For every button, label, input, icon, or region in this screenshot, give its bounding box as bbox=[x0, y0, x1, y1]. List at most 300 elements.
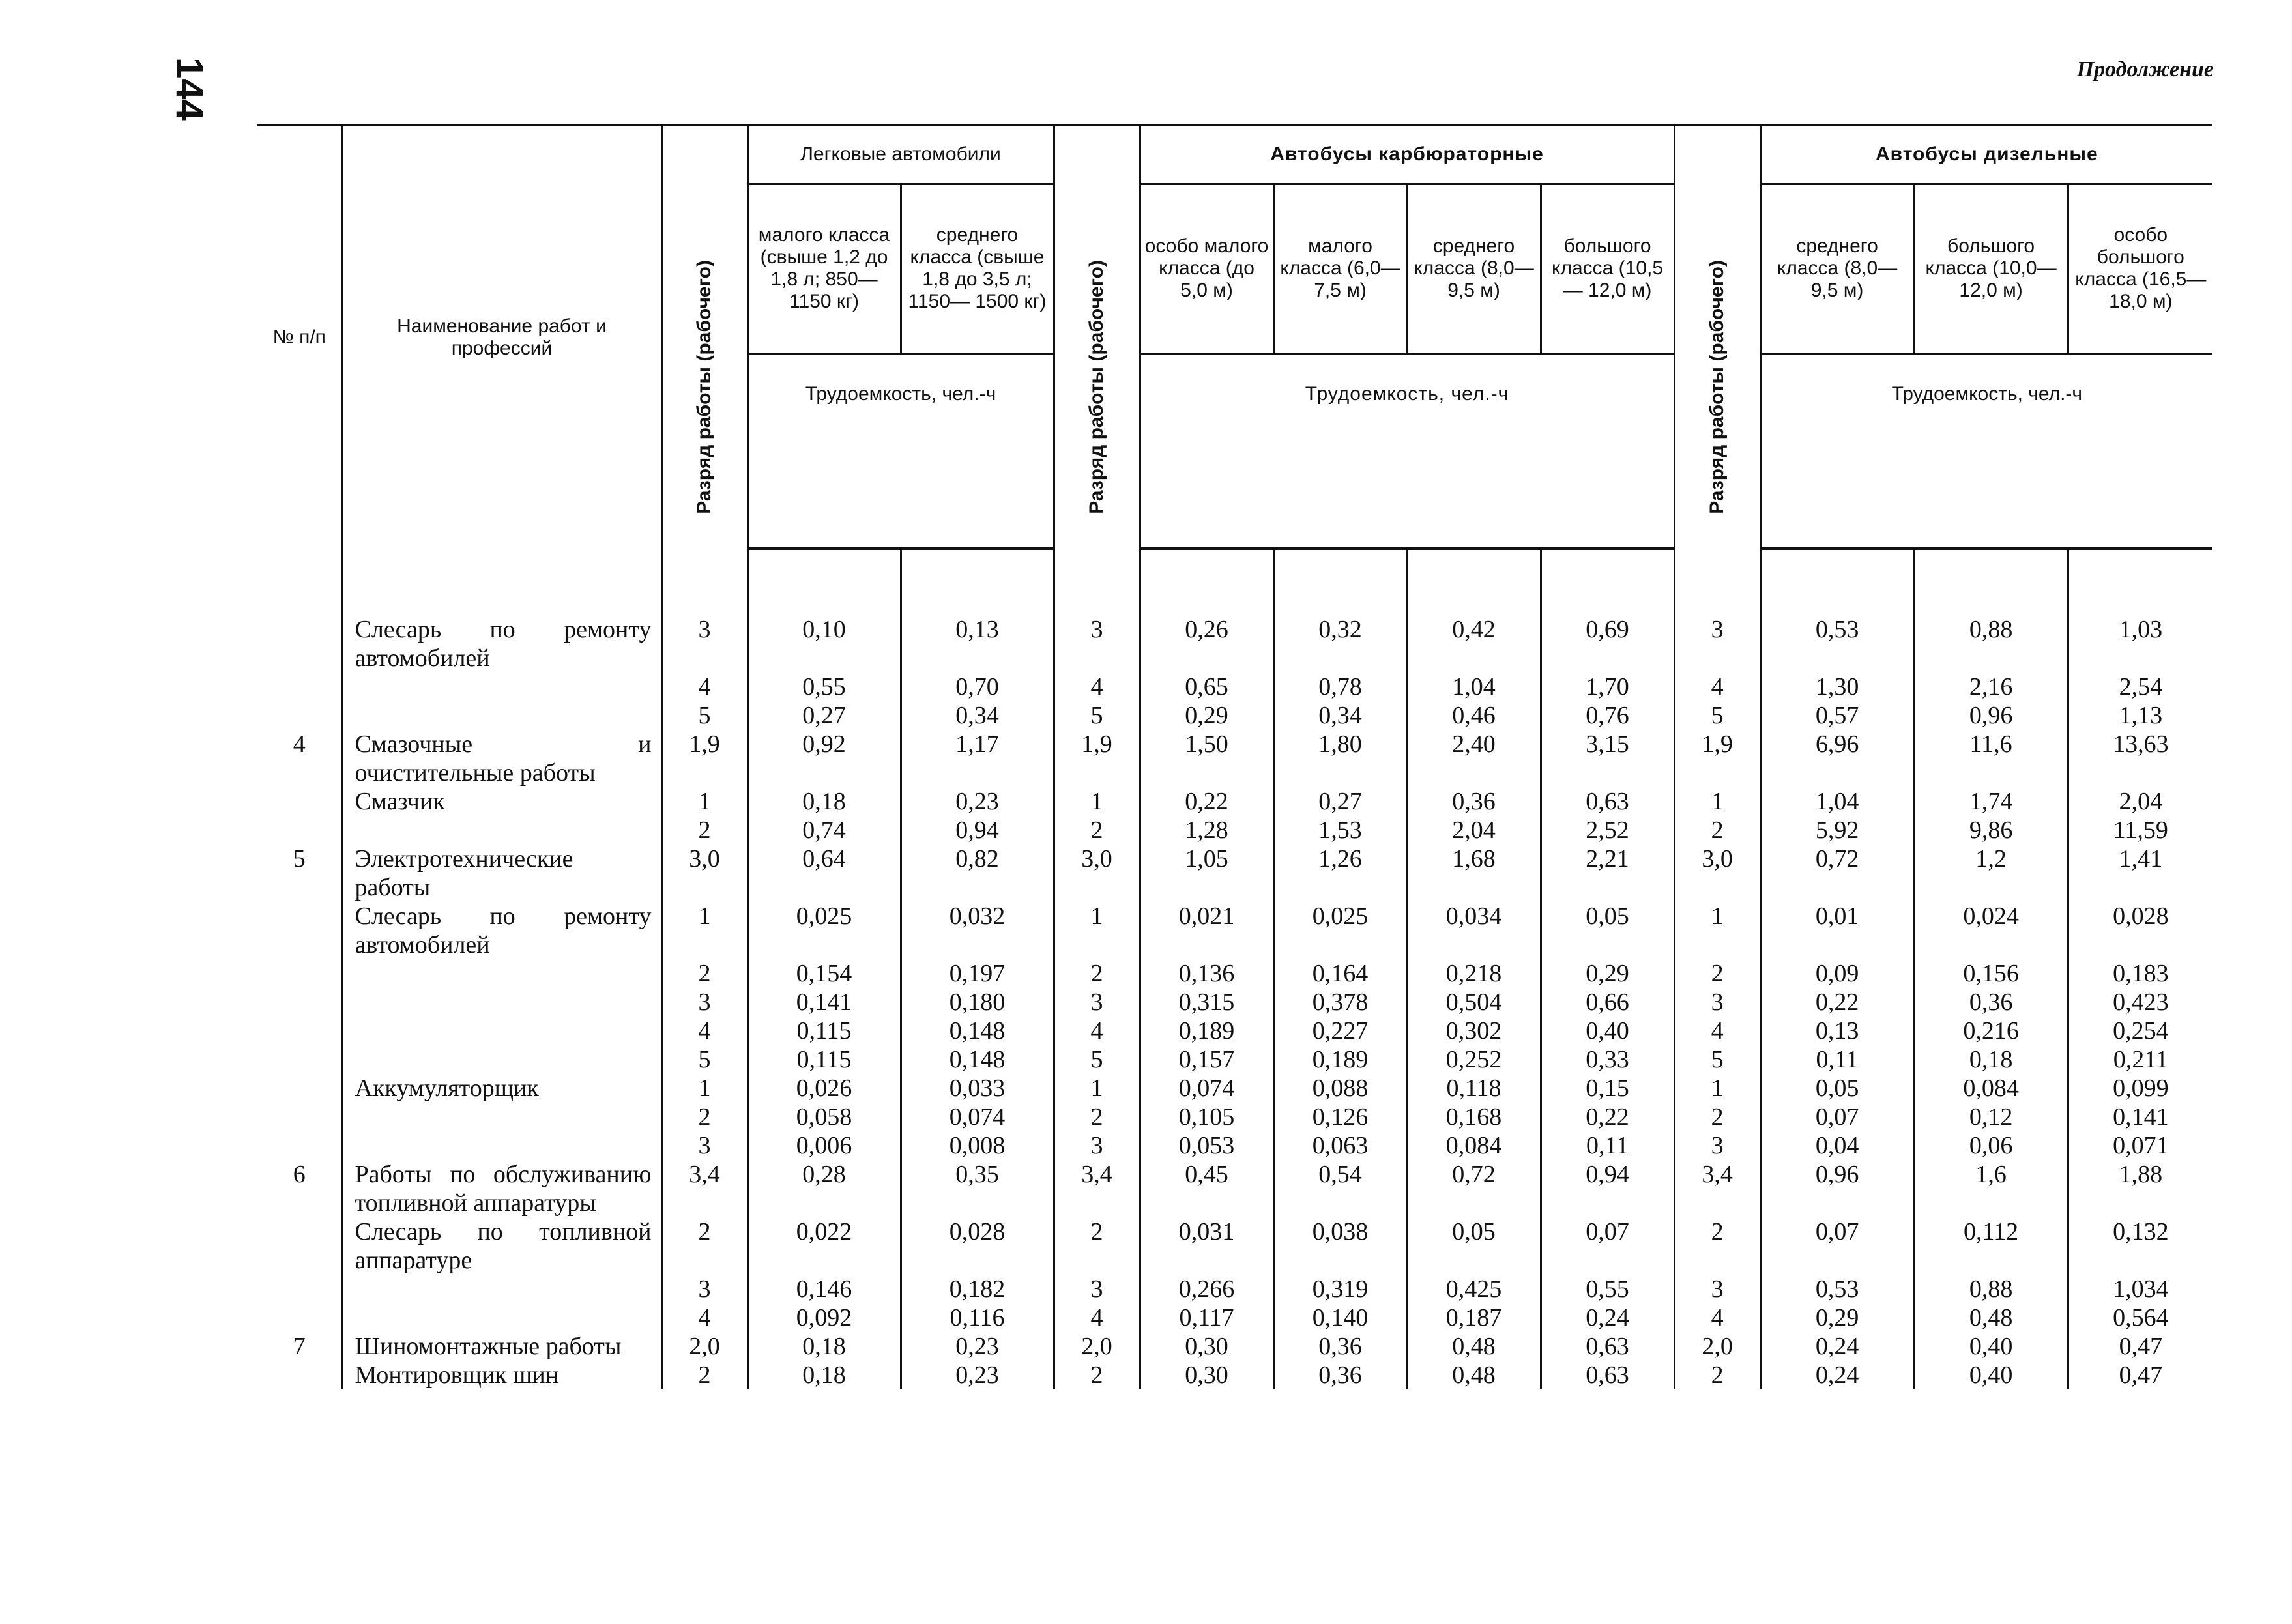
header-group-diesel: Автобусы дизельные bbox=[1760, 125, 2212, 184]
table-row bbox=[257, 1303, 2212, 1332]
cell-c7: 0,57 bbox=[1760, 701, 1914, 730]
cell-r1: 3 bbox=[661, 615, 747, 673]
cell-c8: 0,48 bbox=[1914, 1303, 2068, 1332]
cell-c8: 0,112 bbox=[1914, 1217, 2068, 1275]
cell-c4: 1,26 bbox=[1273, 845, 1407, 902]
cell-c2: 0,032 bbox=[901, 902, 1054, 959]
table-row bbox=[257, 615, 2212, 673]
cell-c5: 0,252 bbox=[1407, 1045, 1541, 1074]
cell-c8: 0,216 bbox=[1914, 1017, 2068, 1045]
cell-c6: 0,69 bbox=[1541, 615, 1674, 673]
cell-c3: 1,05 bbox=[1140, 845, 1273, 902]
cell-c1: 0,006 bbox=[747, 1131, 901, 1160]
cell-c8: 2,16 bbox=[1914, 673, 2068, 701]
cell-r2: 2 bbox=[1054, 1103, 1140, 1131]
cell-c9: 0,183 bbox=[2068, 959, 2212, 988]
cell-c9: 0,071 bbox=[2068, 1131, 2212, 1160]
cell-r2: 4 bbox=[1054, 673, 1140, 701]
cell-r2: 1,9 bbox=[1054, 730, 1140, 787]
header-rank-carb-text: Разряд работы (рабочего) bbox=[1086, 260, 1108, 514]
table-row bbox=[257, 959, 2212, 988]
table-row bbox=[257, 902, 2212, 959]
cell-c3: 0,26 bbox=[1140, 615, 1273, 673]
cell-c1: 0,025 bbox=[747, 902, 901, 959]
cell-c3: 0,053 bbox=[1140, 1131, 1273, 1160]
cell-c7: 0,96 bbox=[1760, 1160, 1914, 1217]
cell-num bbox=[257, 1017, 342, 1045]
header-unit-diesel: Трудоемкость, чел.-ч bbox=[1760, 353, 2212, 549]
cell-num: 5 bbox=[293, 845, 306, 873]
cell-name bbox=[342, 1017, 661, 1045]
cell-c9: 0,423 bbox=[2068, 988, 2212, 1017]
cell-r2: 3 bbox=[1054, 1275, 1140, 1303]
header-rank-cars-text: Разряд работы (рабочего) bbox=[693, 260, 715, 514]
cell-c8: 0,36 bbox=[1914, 988, 2068, 1017]
cell-c5: 2,40 bbox=[1407, 730, 1541, 787]
cell-c2: 0,23 bbox=[901, 1361, 1054, 1389]
cell-num bbox=[257, 902, 342, 959]
cell-r2: 2 bbox=[1054, 1361, 1140, 1389]
cell-c5: 0,118 bbox=[1407, 1074, 1541, 1103]
cell-c4: 0,36 bbox=[1273, 1361, 1407, 1389]
cell-name: Слесарь по ремонту автомобилей bbox=[342, 902, 661, 959]
cell-c7: 0,11 bbox=[1760, 1045, 1914, 1074]
header-group-carb: Автобусы карбюраторные bbox=[1140, 125, 1674, 184]
cell-c8: 0,18 bbox=[1914, 1045, 2068, 1074]
cell-c8: 0,88 bbox=[1914, 1275, 2068, 1303]
cell-c2: 0,23 bbox=[901, 1332, 1054, 1361]
table-row bbox=[257, 1131, 2212, 1160]
cell-num: 7 bbox=[293, 1333, 306, 1360]
cell-c5: 0,168 bbox=[1407, 1103, 1541, 1131]
cell-name: Электротехнические работы bbox=[342, 845, 661, 902]
cell-c7: 0,07 bbox=[1760, 1217, 1914, 1275]
labor-intensity-table bbox=[257, 124, 2212, 1389]
cell-num bbox=[257, 1103, 342, 1131]
header-rank-diesel-text: Разряд работы (рабочего) bbox=[1706, 260, 1728, 514]
cell-r3: 3 bbox=[1674, 1275, 1760, 1303]
cell-c2: 0,34 bbox=[901, 701, 1054, 730]
cell-c9: 13,63 bbox=[2068, 730, 2212, 787]
cell-c8: 0,88 bbox=[1914, 615, 2068, 673]
cell-c4: 0,54 bbox=[1273, 1160, 1407, 1217]
cell-name: Смазочные и очистительные работы bbox=[342, 730, 661, 787]
cell-c2: 0,180 bbox=[901, 988, 1054, 1017]
cell-r1: 3,4 bbox=[661, 1160, 747, 1217]
cell-c5: 0,36 bbox=[1407, 787, 1541, 816]
cell-c7: 1,04 bbox=[1760, 787, 1914, 816]
cell-c3: 1,50 bbox=[1140, 730, 1273, 787]
cell-r2: 2 bbox=[1054, 959, 1140, 988]
table-row bbox=[257, 1275, 2212, 1303]
cell-c4: 0,063 bbox=[1273, 1131, 1407, 1160]
cell-num bbox=[257, 816, 342, 845]
cell-c4: 0,038 bbox=[1273, 1217, 1407, 1275]
cell-c3: 0,031 bbox=[1140, 1217, 1273, 1275]
cell-c7: 1,30 bbox=[1760, 673, 1914, 701]
cell-c9: 1,13 bbox=[2068, 701, 2212, 730]
cell-name bbox=[342, 1045, 661, 1074]
cell-c3: 1,28 bbox=[1140, 816, 1273, 845]
cell-r2: 4 bbox=[1054, 1017, 1140, 1045]
cell-c9: 2,54 bbox=[2068, 673, 2212, 701]
cell-c1: 0,74 bbox=[747, 816, 901, 845]
cell-c1: 0,10 bbox=[747, 615, 901, 673]
cell-c2: 0,008 bbox=[901, 1131, 1054, 1160]
cell-r2: 1 bbox=[1054, 902, 1140, 959]
header-num: № п/п bbox=[257, 125, 342, 549]
cell-c1: 0,28 bbox=[747, 1160, 901, 1217]
header-name: Наименование работ и профессий bbox=[342, 125, 661, 549]
cell-c4: 0,189 bbox=[1273, 1045, 1407, 1074]
cell-c1: 0,18 bbox=[747, 787, 901, 816]
cell-r3: 4 bbox=[1674, 1303, 1760, 1332]
cell-c3: 0,189 bbox=[1140, 1017, 1273, 1045]
cell-c7: 0,04 bbox=[1760, 1131, 1914, 1160]
cell-name bbox=[342, 1103, 661, 1131]
cell-c9: 1,034 bbox=[2068, 1275, 2212, 1303]
cell-r1: 1,9 bbox=[661, 730, 747, 787]
cell-c9: 0,47 bbox=[2068, 1332, 2212, 1361]
cell-c5: 0,72 bbox=[1407, 1160, 1541, 1217]
cell-c6: 0,94 bbox=[1541, 1160, 1674, 1217]
cell-r2: 2 bbox=[1054, 1217, 1140, 1275]
cell-r3: 2 bbox=[1674, 1217, 1760, 1275]
cell-c6: 0,29 bbox=[1541, 959, 1674, 988]
header-col-carb-large: большого класса (10,5— 12,0 м) bbox=[1541, 184, 1674, 353]
cell-c9: 0,132 bbox=[2068, 1217, 2212, 1275]
cell-c2: 0,35 bbox=[901, 1160, 1054, 1217]
cell-r1: 5 bbox=[661, 1045, 747, 1074]
header-col-cars-small: малого класса (свыше 1,2 до 1,8 л; 850— 1150 кг) bbox=[747, 184, 901, 353]
cell-c7: 0,53 bbox=[1760, 1275, 1914, 1303]
cell-c6: 0,40 bbox=[1541, 1017, 1674, 1045]
cell-num bbox=[257, 988, 342, 1017]
cell-c4: 0,164 bbox=[1273, 959, 1407, 988]
cell-c3: 0,021 bbox=[1140, 902, 1273, 959]
cell-c1: 0,026 bbox=[747, 1074, 901, 1103]
table-row bbox=[257, 673, 2212, 701]
cell-c8: 0,024 bbox=[1914, 902, 2068, 959]
cell-c7: 0,29 bbox=[1760, 1303, 1914, 1332]
cell-c6: 0,07 bbox=[1541, 1217, 1674, 1275]
cell-c9: 0,564 bbox=[2068, 1303, 2212, 1332]
cell-num bbox=[257, 701, 342, 730]
cell-num bbox=[257, 1275, 342, 1303]
cell-r3: 2 bbox=[1674, 959, 1760, 988]
cell-c4: 0,025 bbox=[1273, 902, 1407, 959]
cell-num bbox=[257, 1217, 342, 1275]
cell-r2: 3 bbox=[1054, 1131, 1140, 1160]
table-row bbox=[257, 1017, 2212, 1045]
cell-c6: 0,63 bbox=[1541, 1332, 1674, 1361]
table-row bbox=[257, 1361, 2212, 1389]
cell-c3: 0,074 bbox=[1140, 1074, 1273, 1103]
cell-c6: 2,52 bbox=[1541, 816, 1674, 845]
cell-c2: 0,23 bbox=[901, 787, 1054, 816]
cell-r1: 1 bbox=[661, 1074, 747, 1103]
cell-r2: 5 bbox=[1054, 1045, 1140, 1074]
cell-r2: 3,0 bbox=[1054, 845, 1140, 902]
cell-name bbox=[342, 701, 661, 730]
cell-r1: 1 bbox=[661, 902, 747, 959]
cell-r1: 4 bbox=[661, 1017, 747, 1045]
cell-name bbox=[342, 673, 661, 701]
cell-c4: 0,34 bbox=[1273, 701, 1407, 730]
cell-r3: 2 bbox=[1674, 816, 1760, 845]
cell-name: Слесарь по ремонту автомобилей bbox=[342, 615, 661, 673]
cell-r3: 1 bbox=[1674, 902, 1760, 959]
table-body bbox=[257, 549, 2212, 1389]
cell-c3: 0,45 bbox=[1140, 1160, 1273, 1217]
header-col-carb-small: малого класса (6,0— 7,5 м) bbox=[1273, 184, 1407, 353]
header-col-carb-medium: среднего класса (8,0— 9,5 м) bbox=[1407, 184, 1541, 353]
cell-c9: 11,59 bbox=[2068, 816, 2212, 845]
cell-c6: 2,21 bbox=[1541, 845, 1674, 902]
header-col-diesel-large: большого класса (10,0— 12,0 м) bbox=[1914, 184, 2068, 353]
cell-c5: 0,48 bbox=[1407, 1361, 1541, 1389]
header-rank-carb bbox=[1054, 125, 1140, 549]
cell-name bbox=[342, 1131, 661, 1160]
cell-c9: 1,88 bbox=[2068, 1160, 2212, 1217]
cell-r2: 1 bbox=[1054, 787, 1140, 816]
header-col-diesel-medium: среднего класса (8,0— 9,5 м) bbox=[1760, 184, 1914, 353]
cell-c8: 0,12 bbox=[1914, 1103, 2068, 1131]
cell-c6: 0,15 bbox=[1541, 1074, 1674, 1103]
cell-c3: 0,30 bbox=[1140, 1361, 1273, 1389]
cell-r3: 1,9 bbox=[1674, 730, 1760, 787]
cell-c2: 0,82 bbox=[901, 845, 1054, 902]
header-col-diesel-extra-large: особо большого класса (16,5— 18,0 м) bbox=[2068, 184, 2212, 353]
header-rank-cars bbox=[661, 125, 747, 549]
cell-c5: 0,425 bbox=[1407, 1275, 1541, 1303]
cell-c4: 0,27 bbox=[1273, 787, 1407, 816]
table-row bbox=[257, 845, 2212, 902]
header-group-cars: Легковые автомобили bbox=[747, 125, 1054, 184]
cell-c4: 1,80 bbox=[1273, 730, 1407, 787]
cell-c7: 0,24 bbox=[1760, 1361, 1914, 1389]
cell-c4: 0,140 bbox=[1273, 1303, 1407, 1332]
cell-c7: 0,72 bbox=[1760, 845, 1914, 902]
cell-r1: 5 bbox=[661, 701, 747, 730]
cell-c4: 0,78 bbox=[1273, 673, 1407, 701]
cell-c4: 1,53 bbox=[1273, 816, 1407, 845]
cell-r3: 3,4 bbox=[1674, 1160, 1760, 1217]
cell-c2: 0,148 bbox=[901, 1045, 1054, 1074]
cell-c7: 6,96 bbox=[1760, 730, 1914, 787]
cell-c7: 0,07 bbox=[1760, 1103, 1914, 1131]
cell-c9: 1,41 bbox=[2068, 845, 2212, 902]
cell-c8: 0,40 bbox=[1914, 1361, 2068, 1389]
table-row bbox=[257, 816, 2212, 845]
cell-c5: 0,034 bbox=[1407, 902, 1541, 959]
cell-c6: 1,70 bbox=[1541, 673, 1674, 701]
cell-num bbox=[257, 1074, 342, 1103]
cell-name bbox=[342, 988, 661, 1017]
cell-r1: 1 bbox=[661, 787, 747, 816]
cell-c7: 0,09 bbox=[1760, 959, 1914, 988]
cell-c5: 2,04 bbox=[1407, 816, 1541, 845]
cell-c1: 0,115 bbox=[747, 1017, 901, 1045]
cell-c7: 0,01 bbox=[1760, 902, 1914, 959]
cell-c1: 0,154 bbox=[747, 959, 901, 988]
cell-name: Монтировщик шин bbox=[342, 1361, 661, 1389]
cell-r1: 3,0 bbox=[661, 845, 747, 902]
cell-c6: 0,63 bbox=[1541, 787, 1674, 816]
cell-r3: 3 bbox=[1674, 615, 1760, 673]
cell-c8: 1,6 bbox=[1914, 1160, 2068, 1217]
cell-c1: 0,092 bbox=[747, 1303, 901, 1332]
cell-c1: 0,18 bbox=[747, 1332, 901, 1361]
cell-r1: 3 bbox=[661, 1131, 747, 1160]
cell-c7: 0,13 bbox=[1760, 1017, 1914, 1045]
cell-c1: 0,55 bbox=[747, 673, 901, 701]
cell-r2: 3,4 bbox=[1054, 1160, 1140, 1217]
cell-c3: 0,315 bbox=[1140, 988, 1273, 1017]
cell-c5: 0,05 bbox=[1407, 1217, 1541, 1275]
cell-r3: 4 bbox=[1674, 673, 1760, 701]
table-row bbox=[257, 988, 2212, 1017]
header-unit-cars: Трудоемкость, чел.-ч bbox=[747, 353, 1054, 549]
cell-c2: 1,17 bbox=[901, 730, 1054, 787]
table-row bbox=[257, 701, 2212, 730]
table-row bbox=[257, 1332, 2212, 1361]
cell-c8: 0,06 bbox=[1914, 1131, 2068, 1160]
cell-r1: 2 bbox=[661, 1217, 747, 1275]
cell-c1: 0,27 bbox=[747, 701, 901, 730]
cell-r3: 1 bbox=[1674, 1074, 1760, 1103]
cell-r3: 2 bbox=[1674, 1103, 1760, 1131]
cell-c9: 0,141 bbox=[2068, 1103, 2212, 1131]
table-spacer-row bbox=[257, 549, 2212, 615]
cell-c2: 0,116 bbox=[901, 1303, 1054, 1332]
cell-c5: 0,187 bbox=[1407, 1303, 1541, 1332]
cell-c7: 0,53 bbox=[1760, 615, 1914, 673]
cell-name: Шиномонтажные работы bbox=[342, 1332, 661, 1361]
cell-num bbox=[257, 1131, 342, 1160]
cell-c5: 0,504 bbox=[1407, 988, 1541, 1017]
cell-r2: 1 bbox=[1054, 1074, 1140, 1103]
cell-c1: 0,058 bbox=[747, 1103, 901, 1131]
cell-c6: 0,22 bbox=[1541, 1103, 1674, 1131]
cell-r1: 2,0 bbox=[661, 1332, 747, 1361]
cell-c4: 0,32 bbox=[1273, 615, 1407, 673]
cell-c1: 0,141 bbox=[747, 988, 901, 1017]
cell-num bbox=[257, 959, 342, 988]
cell-c5: 0,084 bbox=[1407, 1131, 1541, 1160]
cell-r1: 2 bbox=[661, 1361, 747, 1389]
cell-r3: 1 bbox=[1674, 787, 1760, 816]
cell-r3: 3 bbox=[1674, 1131, 1760, 1160]
cell-c8: 1,2 bbox=[1914, 845, 2068, 902]
cell-c2: 0,074 bbox=[901, 1103, 1054, 1131]
cell-r3: 3 bbox=[1674, 988, 1760, 1017]
cell-r3: 5 bbox=[1674, 701, 1760, 730]
cell-num: 6 bbox=[293, 1161, 306, 1188]
cell-c2: 0,70 bbox=[901, 673, 1054, 701]
cell-c6: 0,05 bbox=[1541, 902, 1674, 959]
cell-r2: 5 bbox=[1054, 701, 1140, 730]
cell-c3: 0,65 bbox=[1140, 673, 1273, 701]
cell-r1: 2 bbox=[661, 816, 747, 845]
continuation-label: Продолжение bbox=[2076, 57, 2214, 81]
table-row bbox=[257, 787, 2212, 816]
cell-c7: 5,92 bbox=[1760, 816, 1914, 845]
cell-c1: 0,18 bbox=[747, 1361, 901, 1389]
cell-c6: 0,66 bbox=[1541, 988, 1674, 1017]
cell-num bbox=[257, 1303, 342, 1332]
cell-r3: 2,0 bbox=[1674, 1332, 1760, 1361]
cell-c7: 0,05 bbox=[1760, 1074, 1914, 1103]
cell-name bbox=[342, 959, 661, 988]
cell-c2: 0,182 bbox=[901, 1275, 1054, 1303]
cell-c5: 0,302 bbox=[1407, 1017, 1541, 1045]
cell-c8: 0,96 bbox=[1914, 701, 2068, 730]
header-col-carb-extra-small: особо малого класса (до 5,0 м) bbox=[1140, 184, 1273, 353]
header-unit-carb: Трудоемкость, чел.-ч bbox=[1140, 353, 1674, 549]
cell-c3: 0,157 bbox=[1140, 1045, 1273, 1074]
cell-c3: 0,22 bbox=[1140, 787, 1273, 816]
cell-c3: 0,266 bbox=[1140, 1275, 1273, 1303]
cell-c6: 0,63 bbox=[1541, 1361, 1674, 1389]
cell-c9: 0,099 bbox=[2068, 1074, 2212, 1103]
header-rank-diesel bbox=[1674, 125, 1760, 549]
cell-c3: 0,30 bbox=[1140, 1332, 1273, 1361]
cell-c8: 1,74 bbox=[1914, 787, 2068, 816]
cell-c2: 0,197 bbox=[901, 959, 1054, 988]
cell-c4: 0,378 bbox=[1273, 988, 1407, 1017]
cell-c4: 0,126 bbox=[1273, 1103, 1407, 1131]
table-row bbox=[257, 1160, 2212, 1217]
cell-c7: 0,24 bbox=[1760, 1332, 1914, 1361]
cell-name: Смазчик bbox=[342, 787, 661, 816]
cell-c3: 0,105 bbox=[1140, 1103, 1273, 1131]
cell-c1: 0,115 bbox=[747, 1045, 901, 1074]
cell-c8: 0,084 bbox=[1914, 1074, 2068, 1103]
cell-r3: 3,0 bbox=[1674, 845, 1760, 902]
cell-c9: 2,04 bbox=[2068, 787, 2212, 816]
cell-r3: 2 bbox=[1674, 1361, 1760, 1389]
cell-r2: 3 bbox=[1054, 988, 1140, 1017]
table-header bbox=[257, 125, 2212, 549]
cell-r2: 3 bbox=[1054, 615, 1140, 673]
cell-c2: 0,94 bbox=[901, 816, 1054, 845]
cell-c5: 1,68 bbox=[1407, 845, 1541, 902]
cell-r1: 2 bbox=[661, 959, 747, 988]
cell-c6: 3,15 bbox=[1541, 730, 1674, 787]
cell-r2: 2,0 bbox=[1054, 1332, 1140, 1361]
cell-c4: 0,227 bbox=[1273, 1017, 1407, 1045]
cell-r3: 4 bbox=[1674, 1017, 1760, 1045]
cell-c9: 0,211 bbox=[2068, 1045, 2212, 1074]
cell-c6: 0,24 bbox=[1541, 1303, 1674, 1332]
cell-r1: 4 bbox=[661, 673, 747, 701]
table-row bbox=[257, 730, 2212, 787]
cell-num bbox=[257, 787, 342, 816]
cell-r1: 3 bbox=[661, 1275, 747, 1303]
cell-c9: 0,47 bbox=[2068, 1361, 2212, 1389]
cell-c5: 0,48 bbox=[1407, 1332, 1541, 1361]
cell-num bbox=[257, 615, 342, 673]
cell-name bbox=[342, 1275, 661, 1303]
cell-c3: 0,117 bbox=[1140, 1303, 1273, 1332]
cell-c5: 0,218 bbox=[1407, 959, 1541, 988]
cell-name: Слесарь по топливной аппаратуре bbox=[342, 1217, 661, 1275]
cell-c6: 0,55 bbox=[1541, 1275, 1674, 1303]
cell-c8: 0,156 bbox=[1914, 959, 2068, 988]
cell-c6: 0,33 bbox=[1541, 1045, 1674, 1074]
cell-r3: 5 bbox=[1674, 1045, 1760, 1074]
